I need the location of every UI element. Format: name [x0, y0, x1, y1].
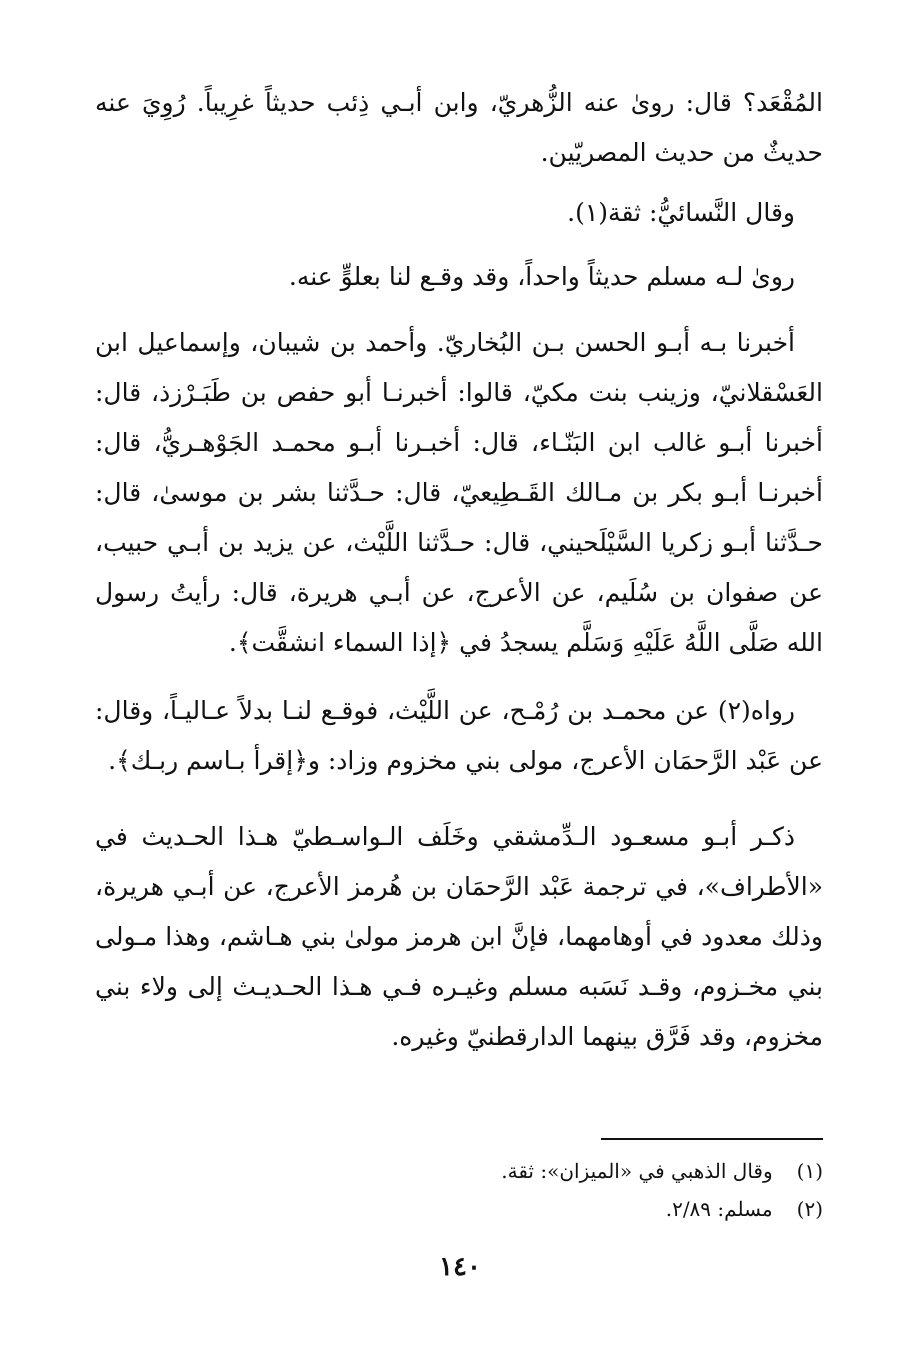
paragraph-1: المُقْعَد؟ قال: روىٰ عنه الزُّهريّ، وابن أبـي ذِئب حديثاً غرِيباً. رُوِيَ عنه حديثٌ من حديث المصريّين.	[95, 88, 823, 167]
footnote-1	[323, 1152, 823, 1190]
footnote-divider	[601, 1138, 823, 1140]
page-body	[95, 78, 823, 1062]
paragraph-4: أخبرنا بـه أبـو الحسن بـن البُخاريّ. وأحمد بن شيبان، وإسماعيل ابن العَسْقلانيّ، وزينب بنت مكيّ، قالوا: أخبرنـا أبو حفص بن طَبَـرْزذ، قال: أخبرنا أبـو غالب ابن البَنّـاء، قال: أخبـرنا أبـو محمـد الجَوْهـريُّ، قال: أخبرنـا أبـو بكر بن مـالك القَـطِيعيّ، قال: حـدَّثنا بشر بن موسىٰ، قال: حـدَّثنا أبـو زكريا السَّيْلَحيني، قال: حـدَّثنا اللَّيْث، عن يزيد بن أبـي حبيب، عن صفوان بن سُلَيم، عن الأعرج، عن أبـي هريرة، قال: رأيتُ رسول الله صَلَّى اللَّهُ عَلَيْهِ وَسَلَّم يسجدُ في ﴿إذا السماء انشقَّت﴾.	[95, 328, 823, 657]
footnote-number: (٢)	[796, 1197, 823, 1221]
paragraph-2: وقال النَّسائيُّ: ثقة(١).	[567, 198, 795, 227]
page-number: ١٤٠	[439, 1252, 481, 1282]
footnote-2	[323, 1190, 823, 1228]
paragraph-6: ذكـر أبـو مسعـود الـدِّمشقي وخَلَف الـواسـطيّ هـذا الحـديث في «الأطراف»، في ترجمة عَبْد الرَّحمَان بن هُرمز الأعرج، عن أبـي هريرة، وذلك معدود في أوهامهما، فإنَّ ابن هرمز مولىٰ بني هـاشم، وهذا مـولى بني مخـزوم، وقـد نَسَبه مسلم وغيـره فـي هـذا الحـديـث إلى ولاء بني مخزوم، وقد فَرَّق بينهما الدارقطنيّ وغيره.	[95, 822, 823, 1051]
footnote-number: (١)	[796, 1159, 823, 1183]
footnote-text: وقال الذهبي في «الميزان»: ثقة.	[501, 1159, 773, 1183]
footnotes	[323, 1152, 823, 1228]
footnote-text: مسلم: ٢/٨٩.	[665, 1197, 773, 1221]
paragraph-5: رواه(٢) عن محمـد بن رُمْـح، عن اللَّيْث، فوقـع لنـا بدلاً عـاليـاً، وقال: عن عَبْد الرَّحمَان الأعرج، مولى بني مخزوم وزاد: و﴿إقرأ بـاسم ربـك﴾.	[95, 696, 823, 775]
paragraph-3: روىٰ لـه مسلم حديثاً واحداً، وقد وقـع لنا بعلوٍّ عنه.	[288, 262, 795, 291]
